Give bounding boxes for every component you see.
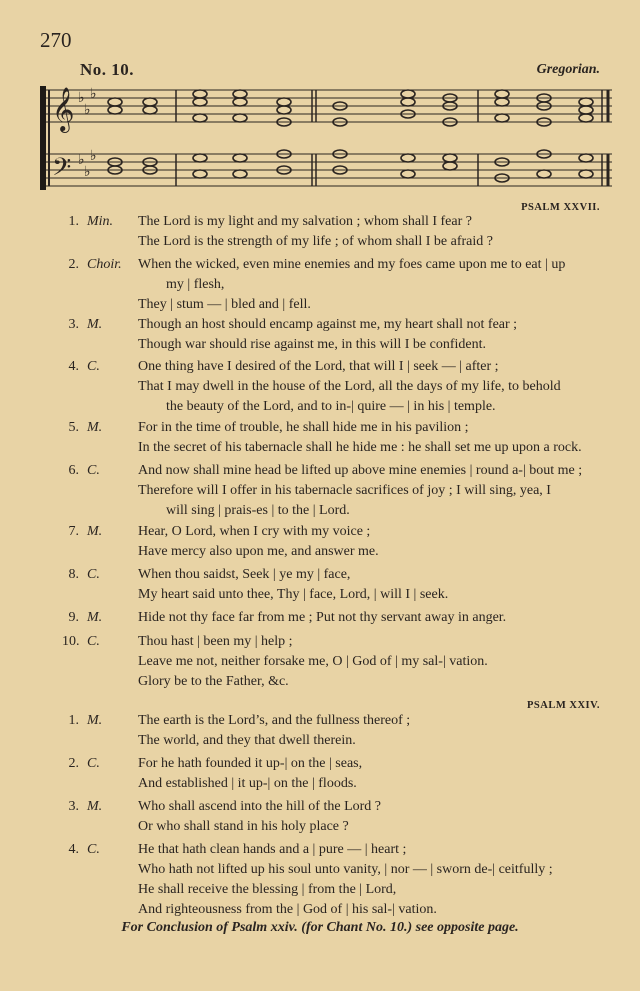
- verse-number: 5.: [68, 420, 79, 435]
- verse-line: And righteousness from the | God of | his sal-| vation.: [138, 902, 437, 917]
- svg-text:𝄞: 𝄞: [52, 87, 75, 131]
- verse-role: Choir.: [87, 257, 122, 272]
- verse: [62, 418, 632, 458]
- verse-line: Who shall ascend into the hill of the Lord ?: [138, 799, 381, 814]
- verse-role: C.: [87, 359, 100, 374]
- verse-line: When the wicked, even mine enemies and my foes came upon me to eat | up: [138, 257, 566, 272]
- svg-text:♭: ♭: [78, 90, 85, 106]
- verse-number: 4.: [68, 842, 79, 857]
- verse-number: 4.: [68, 359, 79, 374]
- verse-role: C.: [87, 634, 100, 649]
- verse-role: M.: [87, 713, 103, 728]
- verse-line: Have mercy also upon me, and answer me.: [138, 544, 379, 559]
- verse: [62, 565, 632, 605]
- verse-line: Who hath not lifted up his soul unto vanity, | nor — | sworn de-| ceitfully ;: [138, 862, 553, 877]
- verse-line: For he hath founded it up-| on the | seas,: [138, 756, 363, 771]
- verse-number: 3.: [68, 799, 79, 814]
- verse-number: 10.: [62, 634, 80, 649]
- verse-number: 1.: [68, 713, 79, 728]
- svg-text:♭: ♭: [90, 86, 97, 102]
- verse-line: That I may dwell in the house of the Lord, all the days of my life, to behold: [138, 379, 561, 394]
- verse-line: The Lord is my light and my salvation ; whom shall I fear ?: [138, 214, 472, 229]
- svg-text:♭: ♭: [90, 148, 97, 164]
- verse: [62, 608, 632, 628]
- verse-line: The earth is the Lord’s, and the fullness thereof ;: [138, 713, 411, 728]
- verse-number: 3.: [68, 317, 79, 332]
- verse-line: My heart said unto thee, Thy | face, Lord, | will I | seek.: [138, 587, 449, 602]
- verse-number: 1.: [68, 214, 79, 229]
- verse-role: M.: [87, 420, 103, 435]
- verse: [62, 315, 632, 355]
- page-number: 270: [40, 28, 72, 52]
- verse-line: Hear, O Lord, when I cry with my voice ;: [138, 524, 371, 539]
- svg-text:♭: ♭: [78, 152, 85, 168]
- verse-line: In the secret of his tabernacle shall he hide me : he shall set me up upon a rock.: [138, 440, 582, 455]
- verse-line: He shall receive the blessing | from the | Lord,: [138, 882, 397, 897]
- verse-role: M.: [87, 610, 103, 625]
- verse-role: C.: [87, 463, 100, 478]
- verse-number: 2.: [68, 257, 79, 272]
- verse: [62, 840, 632, 920]
- verse-role: C.: [87, 567, 100, 582]
- verse-line: For in the time of trouble, he shall hide me in his pavilion ;: [138, 420, 469, 435]
- verse-number: 7.: [68, 524, 79, 539]
- verse-line: They | stum — | bled and | fell.: [138, 297, 311, 312]
- verse: [62, 632, 632, 692]
- verse: [62, 522, 632, 562]
- svg-text:♭: ♭: [84, 102, 91, 118]
- verse-role: M.: [87, 524, 103, 539]
- verse-line: Therefore will I offer in his tabernacle sacrifices of joy ; I will sing, yea, I: [138, 483, 551, 498]
- verse-line: Glory be to the Father, &c.: [138, 674, 289, 689]
- verse-role: C.: [87, 756, 100, 771]
- psalm-heading: PSALM XXVII.: [521, 202, 600, 213]
- verse-line: One thing have I desired of the Lord, that will I | seek — | after ;: [138, 359, 499, 374]
- chant-number: No. 10.: [80, 60, 135, 79]
- verse: [62, 255, 632, 315]
- verse-line: And established | it up-| on the | floods.: [138, 776, 357, 791]
- psalm-heading: PSALM XXIV.: [527, 700, 600, 711]
- verse-line: And now shall mine head be lifted up above mine enemies | round a-| bout me ;: [138, 463, 583, 478]
- svg-text:𝄢: 𝄢: [52, 153, 72, 188]
- verse: [62, 754, 632, 794]
- verse-line: The Lord is the strength of my life ; of whom shall I be afraid ?: [138, 234, 493, 249]
- verse-number: 8.: [68, 567, 79, 582]
- verse-role: M.: [87, 317, 103, 332]
- verse-number: 6.: [68, 463, 79, 478]
- chant-style: Gregorian.: [536, 62, 600, 77]
- verse-role: Min.: [87, 214, 114, 229]
- verse-line: Though an host should encamp against me, my heart shall not fear ;: [138, 317, 518, 332]
- verse-line: Hide not thy face far from me ; Put not thy servant away in anger.: [138, 610, 507, 625]
- verse-role: M.: [87, 799, 103, 814]
- verse-line: the beauty of the Lord, and to in-| quire — | in his | temple.: [166, 399, 496, 414]
- chant-score: [40, 84, 620, 194]
- verse-line: When thou saidst, Seek | ye my | face,: [138, 567, 351, 582]
- verse-line: will sing | prais-es | to the | Lord.: [166, 503, 350, 518]
- verse-line: Leave me not, neither forsake me, O | God of | my sal-| vation.: [138, 654, 488, 669]
- verse-line: He that hath clean hands and a | pure — | heart ;: [138, 842, 407, 857]
- verse: [62, 711, 632, 751]
- footer-note: For Conclusion of Psalm xxiv. (for Chant No. 10.) see opposite page.: [121, 920, 519, 935]
- verse-role: C.: [87, 842, 100, 857]
- verse-line: Though war should rise against me, in this will I be confident.: [138, 337, 486, 352]
- verse-line: Thou hast | been my | help ;: [138, 634, 293, 649]
- verse: [62, 461, 632, 521]
- verse: [62, 212, 632, 252]
- svg-text:♭: ♭: [84, 164, 91, 180]
- verse-number: 9.: [68, 610, 79, 625]
- verse-line: The world, and they that dwell therein.: [138, 733, 356, 748]
- verse-line: Or who shall stand in his holy place ?: [138, 819, 349, 834]
- verse: [62, 797, 632, 837]
- verse: [62, 357, 632, 417]
- verse-line: my | flesh,: [166, 277, 225, 292]
- verse-number: 2.: [68, 756, 79, 771]
